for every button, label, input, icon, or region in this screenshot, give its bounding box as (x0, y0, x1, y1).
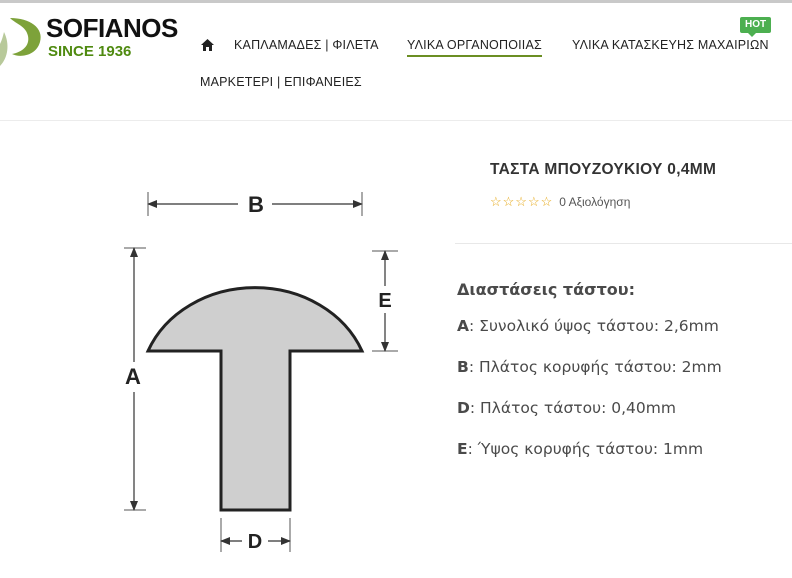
rating-count: 0 Αξιολόγηση (559, 195, 631, 209)
top-border (0, 0, 792, 3)
spec-key: A (457, 317, 469, 335)
nav-item-knife-materials[interactable]: ΥΛΙΚΑ ΚΑΤΑΣΚΕΥΗΣ ΜΑΧΑΙΡΙΩΝ (572, 38, 769, 52)
spec-key: D (457, 399, 470, 417)
dimension-a-label: A (125, 364, 141, 389)
spec-text: : Συνολικό ύψος τάστου: 2,6mm (469, 317, 719, 335)
home-icon[interactable] (201, 39, 214, 51)
nav-item-veneers[interactable]: ΚΑΠΛΑΜΑΔΕΣ | ΦΙΛΕΤΑ (234, 38, 379, 52)
logo-mark-icon (0, 14, 46, 66)
spec-item (457, 358, 787, 399)
spec-item (457, 317, 787, 358)
spec-text: : Ύψος κορυφής τάστου: 1mm (467, 440, 704, 458)
header-divider (0, 120, 792, 121)
spec-item (457, 440, 787, 481)
spec-key: B (457, 358, 469, 376)
spec-item (457, 399, 787, 440)
fret-specs (457, 280, 787, 481)
fret-profile-shape (148, 288, 362, 510)
logo-since: SINCE 1936 (48, 43, 132, 60)
nav-item-marquetry[interactable]: ΜΑΡΚΕΤΕΡΙ | ΕΠΙΦΑΝΕΙΕΣ (200, 75, 362, 89)
spec-text: : Πλάτος τάστου: 0,40mm (469, 399, 676, 417)
spec-key: E (457, 440, 468, 458)
fret-dimension-diagram (110, 180, 410, 560)
site-logo[interactable] (0, 8, 190, 68)
dimension-e-label: E (378, 290, 392, 312)
specs-heading: Διαστάσεις τάστου: (457, 280, 635, 299)
spec-text: : Πλάτος κορυφής τάστου: 2mm (468, 358, 722, 376)
product-title: ΤΑΣΤΑ ΜΠΟΥΖΟΥΚΙΟΥ 0,4MM (490, 161, 717, 178)
nav-item-instrument-materials[interactable]: ΥΛΙΚΑ ΟΡΓΑΝΟΠΟΙΙΑΣ (407, 38, 542, 57)
info-divider (455, 243, 792, 244)
product-rating[interactable] (490, 194, 630, 210)
dimension-d-label: D (247, 531, 263, 553)
hot-badge: HOT (740, 17, 771, 33)
rating-stars-icon: ☆☆☆☆☆ (490, 194, 554, 209)
logo-name: SOFIANOS (46, 13, 178, 43)
dimension-b-label: B (248, 192, 264, 217)
